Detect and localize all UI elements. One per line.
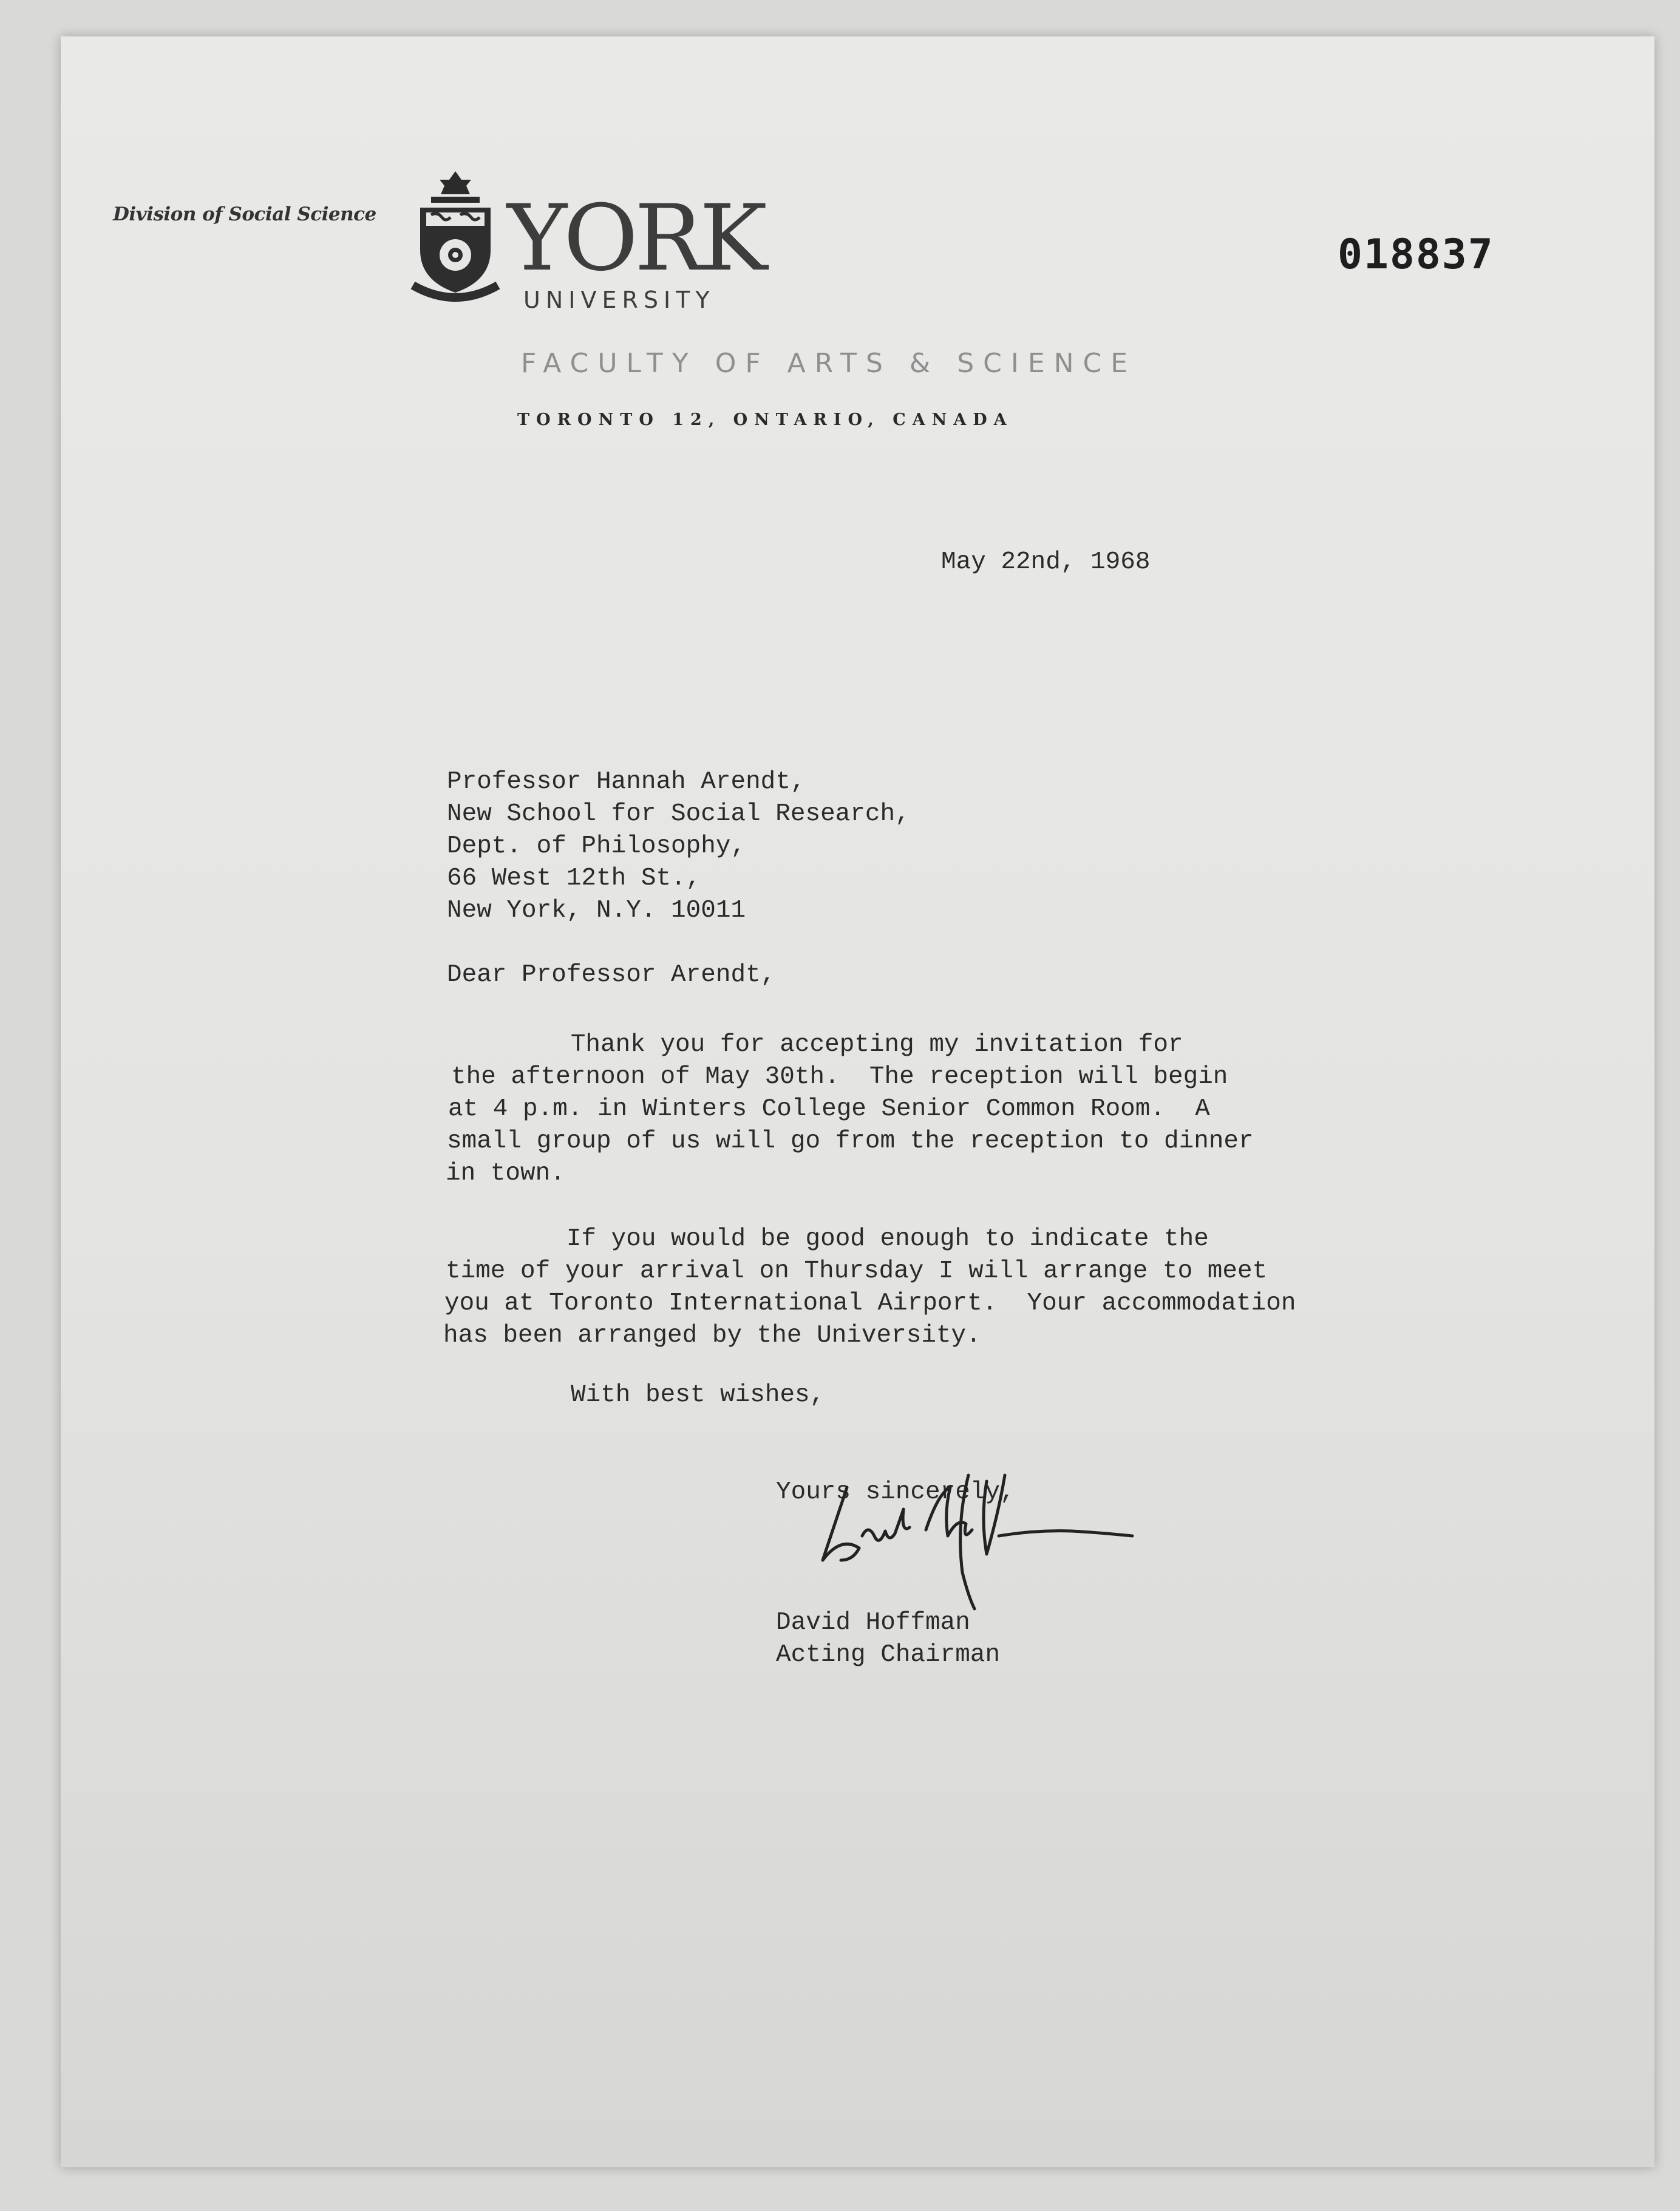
paragraph-line: small group of us will go from the reception to dinner xyxy=(447,1127,1254,1155)
recipient-city: New York, N.Y. 10011 xyxy=(447,897,746,925)
best-wishes: With best wishes, xyxy=(571,1381,825,1409)
york-wordmark: YORK xyxy=(507,186,764,291)
paragraph-line: the afternoon of May 30th. The reception will begin xyxy=(451,1063,1228,1091)
document-number: 018837 xyxy=(1338,231,1494,279)
paragraph-line: you at Toronto International Airport. Your accommodation xyxy=(444,1289,1296,1317)
faculty-heading: FACULTY OF ARTS & SCIENCE xyxy=(521,348,1137,379)
closing: Yours sincerely, xyxy=(776,1478,1015,1506)
york-crest-icon xyxy=(407,170,504,310)
signer-name: David Hoffman xyxy=(776,1609,970,1637)
letterhead-address: TORONTO 12, ONTARIO, CANADA xyxy=(517,410,1013,429)
paragraph-line: in town. xyxy=(446,1160,565,1187)
paragraph-line: time of your arrival on Thursday I will arrange to meet xyxy=(446,1257,1268,1285)
handwritten-signature xyxy=(804,1463,1144,1627)
paragraph-line: has been arranged by the University. xyxy=(443,1322,981,1350)
recipient-name: Professor Hannah Arendt, xyxy=(447,768,806,796)
paragraph-line: Thank you for accepting my invitation for xyxy=(451,1031,1183,1059)
paragraph-line: at 4 p.m. in Winters College Senior Common Room. A xyxy=(448,1095,1210,1123)
division-name: Division of Social Science xyxy=(113,203,376,225)
university-wordmark: UNIVERSITY xyxy=(523,287,715,313)
signer-title: Acting Chairman xyxy=(776,1641,1001,1669)
recipient-street: 66 West 12th St., xyxy=(447,864,701,892)
paragraph-line: If you would be good enough to indicate the xyxy=(447,1225,1209,1253)
recipient-institution: New School for Social Research, xyxy=(447,800,910,828)
recipient-department: Dept. of Philosophy, xyxy=(447,832,746,860)
salutation: Dear Professor Arendt, xyxy=(447,961,776,989)
letter-date: May 22nd, 1968 xyxy=(941,548,1151,576)
